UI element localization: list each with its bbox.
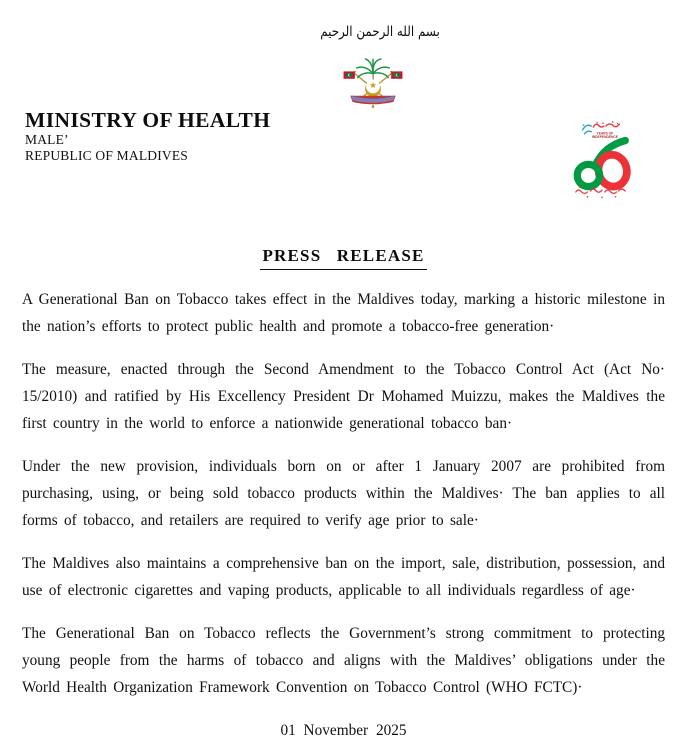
page-title: PRESS RELEASE <box>260 246 426 270</box>
paragraph: The measure, enacted through the Second Amendment to the Tobacco Control Act (Act No· 15/2010) and ratified by His Excellency President Dr Mohamed Muizzu, makes the Maldives the first country in the world to enforce a nationwide generational tobacco ban· <box>22 361 665 432</box>
paragraph: A Generational Ban on Tobacco takes effect in the Maldives today, marking a historic milestone in the nation’s efforts to protect public health and promote a tobacco-free generation· <box>22 291 665 335</box>
paragraph: The Generational Ban on Tobacco reflects the Government’s strong commitment to protecting young people from the harms of tobacco and aligns with the Maldives’ obligations under the World Health Organization Framework Convention on Tobacco Control (WHO FCTC)· <box>22 625 665 696</box>
60-years-of-independence-logo-icon <box>570 119 634 199</box>
anniversary-caption-line1: YEARS OF <box>596 131 614 136</box>
date-line: 01 November 2025 <box>280 722 407 739</box>
country-name: REPUBLIC OF MALDIVES <box>25 147 189 163</box>
bismillah-calligraphy-icon: بسم الله الرحمن الرحيم <box>319 24 440 40</box>
document-body <box>22 286 665 744</box>
paragraph: Under the new provision, individuals born on or after 1 January 2007 are prohibited from purchasing, using, or being sold tobacco products within the Maldives· The ban applies to all forms of tobacco, and retailers are required to verify age prior to sale· <box>22 458 665 529</box>
letterhead <box>25 108 270 163</box>
paragraph: The Maldives also maintains a comprehensive ban on the import, sale, distribution, possession, and use of electronic cigarettes and vaping products, applicable to all individuals regardless of age· <box>22 555 665 599</box>
ministry-name: MINISTRY OF HEALTH <box>25 108 271 132</box>
city-name: MALE’ <box>25 132 69 147</box>
maldives-national-emblem-icon <box>339 56 407 114</box>
anniversary-caption-line2: INDEPENDENCE <box>591 135 618 140</box>
title-row <box>0 246 687 270</box>
